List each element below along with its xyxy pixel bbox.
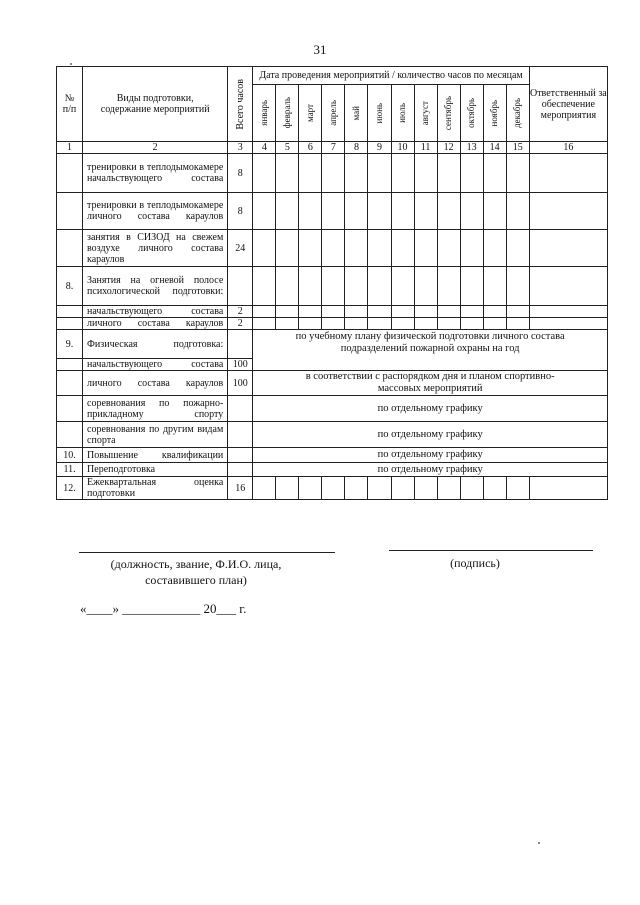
month-cell	[345, 193, 368, 230]
header-training-types: Виды подготовки, содержание мероприятий	[83, 67, 228, 142]
table-row	[57, 154, 608, 193]
scan-dot	[538, 842, 540, 844]
month-cell	[368, 306, 391, 318]
column-number: 2	[83, 142, 228, 154]
month-cell	[299, 230, 322, 267]
row-number	[57, 230, 83, 267]
row-schedule-note: по учебному плану физической подготовки личного состава подразделений пожарной охраны на год	[253, 330, 608, 371]
month-cell	[368, 318, 391, 330]
month-cell	[276, 193, 299, 230]
row-training-type: Занятия на огневой полосе психологической подготовки:	[83, 267, 228, 306]
month-cell	[437, 306, 460, 318]
month-cell	[391, 318, 414, 330]
month-cell	[460, 230, 483, 267]
month-cell	[345, 230, 368, 267]
row-total-hours: 100	[228, 371, 253, 396]
month-cell	[483, 193, 506, 230]
month-cell	[299, 193, 322, 230]
month-cell	[391, 193, 414, 230]
month-cell	[368, 267, 391, 306]
column-number: 10	[391, 142, 414, 154]
row-schedule-note: по отдельному графику	[253, 396, 608, 422]
month-cell	[460, 267, 483, 306]
row-total-hours: 16	[228, 477, 253, 500]
row-total-hours: 2	[228, 306, 253, 318]
column-number: 16	[529, 142, 607, 154]
month-cell	[483, 230, 506, 267]
month-cell	[322, 267, 345, 306]
month-cell	[391, 154, 414, 193]
month-cell	[368, 193, 391, 230]
row-training-type: Повышение квалификации	[83, 448, 228, 463]
row-responsible	[529, 230, 607, 267]
position-caption: (должность, звание, Ф.И.О. лица, составившего план)	[110, 557, 282, 587]
row-responsible	[529, 318, 607, 330]
month-cell	[506, 318, 529, 330]
month-cell	[322, 477, 345, 500]
month-cell	[437, 477, 460, 500]
row-total-hours: 2	[228, 318, 253, 330]
header-month-8: август	[414, 85, 437, 142]
row-total-hours: 100	[228, 359, 253, 371]
column-number: 7	[322, 142, 345, 154]
month-cell	[299, 154, 322, 193]
month-cell	[299, 477, 322, 500]
month-cell	[483, 306, 506, 318]
row-training-type: Переподготовка	[83, 463, 228, 477]
header-month-4: апрель	[322, 85, 345, 142]
month-cell	[276, 230, 299, 267]
row-schedule-note: по отдельному графику	[253, 422, 608, 448]
month-cell	[345, 318, 368, 330]
header-month-11: ноябрь	[483, 85, 506, 142]
month-cell	[322, 230, 345, 267]
row-number	[57, 193, 83, 230]
month-cell	[506, 477, 529, 500]
row-number: 11.	[57, 463, 83, 477]
month-cell	[414, 193, 437, 230]
month-cell	[253, 306, 276, 318]
table-row	[57, 422, 608, 448]
row-responsible	[529, 154, 607, 193]
month-cell	[368, 154, 391, 193]
row-number: 8.	[57, 267, 83, 306]
column-number: 12	[437, 142, 460, 154]
column-number: 8	[345, 142, 368, 154]
row-training-type: Физическая подготовка:	[83, 330, 228, 359]
month-cell	[345, 267, 368, 306]
month-cell	[345, 306, 368, 318]
row-number	[57, 371, 83, 396]
month-cell	[253, 318, 276, 330]
table-row	[57, 396, 608, 422]
month-cell	[253, 477, 276, 500]
row-training-type: занятия в СИЗОД на свежем воздухе личного состава караулов	[83, 230, 228, 267]
month-cell	[345, 477, 368, 500]
column-number: 14	[483, 142, 506, 154]
month-cell	[322, 318, 345, 330]
month-cell	[414, 267, 437, 306]
row-total-hours	[228, 448, 253, 463]
month-cell	[483, 267, 506, 306]
row-training-type: личного состава караулов	[83, 318, 228, 330]
month-cell	[437, 230, 460, 267]
header-total-hours: Всего часов	[228, 67, 253, 142]
month-cell	[253, 154, 276, 193]
row-total-hours	[228, 267, 253, 306]
table-row	[57, 371, 608, 396]
header-responsible: Ответственный за обеспечение мероприятия	[529, 67, 607, 142]
row-number: 12.	[57, 477, 83, 500]
month-cell	[345, 154, 368, 193]
column-number: 1	[57, 142, 83, 154]
header-number: № п/п	[57, 67, 83, 142]
row-number	[57, 306, 83, 318]
row-schedule-note: по отдельному графику	[253, 448, 608, 463]
column-number: 6	[299, 142, 322, 154]
row-total-hours: 8	[228, 154, 253, 193]
month-cell	[506, 267, 529, 306]
header-month-5: май	[345, 85, 368, 142]
month-cell	[437, 267, 460, 306]
row-number: 10.	[57, 448, 83, 463]
month-cell	[391, 477, 414, 500]
month-cell	[414, 154, 437, 193]
month-cell	[299, 306, 322, 318]
month-cell	[437, 318, 460, 330]
header-month-12: декабрь	[506, 85, 529, 142]
row-total-hours	[228, 422, 253, 448]
row-total-hours	[228, 463, 253, 477]
table-row	[57, 193, 608, 230]
date-line: «____» ____________ 20___ г.	[80, 601, 247, 616]
month-cell	[414, 477, 437, 500]
column-number: 11	[414, 142, 437, 154]
month-cell	[437, 154, 460, 193]
column-number: 3	[228, 142, 253, 154]
column-number: 13	[460, 142, 483, 154]
training-plan-table	[56, 66, 608, 500]
row-training-type: тренировки в теплодымокамере начальствующего состава	[83, 154, 228, 193]
month-cell	[460, 154, 483, 193]
month-cell	[506, 154, 529, 193]
table-row	[57, 230, 608, 267]
table-row	[57, 448, 608, 463]
month-cell	[299, 318, 322, 330]
position-signature-line	[79, 552, 335, 553]
month-cell	[483, 477, 506, 500]
row-training-type: соревнования по другим видам спорта	[83, 422, 228, 448]
month-cell	[506, 193, 529, 230]
month-cell	[276, 477, 299, 500]
table-row	[57, 477, 608, 500]
row-total-hours	[228, 396, 253, 422]
month-cell	[276, 306, 299, 318]
month-cell	[414, 230, 437, 267]
column-number: 5	[276, 142, 299, 154]
header-month-10: октябрь	[460, 85, 483, 142]
row-responsible	[529, 193, 607, 230]
header-month-3: март	[299, 85, 322, 142]
month-cell	[276, 267, 299, 306]
column-number: 15	[506, 142, 529, 154]
row-responsible	[529, 477, 607, 500]
table-row	[57, 267, 608, 306]
month-cell	[483, 154, 506, 193]
table-row	[57, 306, 608, 318]
month-cell	[253, 193, 276, 230]
month-cell	[506, 230, 529, 267]
month-cell	[253, 267, 276, 306]
row-training-type: начальствующего состава	[83, 359, 228, 371]
month-cell	[368, 230, 391, 267]
month-cell	[414, 318, 437, 330]
month-cell	[460, 318, 483, 330]
row-number	[57, 154, 83, 193]
column-number: 4	[253, 142, 276, 154]
month-cell	[460, 193, 483, 230]
row-schedule-note: по отдельному графику	[253, 463, 608, 477]
month-cell	[460, 477, 483, 500]
month-cell	[483, 318, 506, 330]
signature-caption: (подпись)	[450, 556, 500, 570]
row-number	[57, 422, 83, 448]
header-month-1: январь	[253, 85, 276, 142]
table-row	[57, 318, 608, 330]
month-cell	[322, 306, 345, 318]
month-cell	[506, 306, 529, 318]
row-total-hours: 24	[228, 230, 253, 267]
row-number	[57, 359, 83, 371]
header-month-9: сентябрь	[437, 85, 460, 142]
month-cell	[391, 267, 414, 306]
row-total-hours	[228, 330, 253, 359]
header-month-2: февраль	[276, 85, 299, 142]
header-month-7: июль	[391, 85, 414, 142]
month-cell	[276, 318, 299, 330]
month-cell	[322, 154, 345, 193]
month-cell	[460, 306, 483, 318]
row-training-type: начальствующего состава	[83, 306, 228, 318]
row-number	[57, 396, 83, 422]
row-training-type: соревнования по пожарно-прикладному спорту	[83, 396, 228, 422]
row-responsible	[529, 267, 607, 306]
month-cell	[299, 267, 322, 306]
month-cell	[253, 230, 276, 267]
row-total-hours: 8	[228, 193, 253, 230]
month-cell	[391, 306, 414, 318]
scan-dot	[70, 63, 72, 65]
month-cell	[391, 230, 414, 267]
header-month-6: июнь	[368, 85, 391, 142]
signature-line	[389, 550, 593, 551]
column-number: 9	[368, 142, 391, 154]
table-row	[57, 330, 608, 359]
row-training-type: тренировки в теплодымокамере личного состава караулов	[83, 193, 228, 230]
month-cell	[322, 193, 345, 230]
page-number: 31	[313, 42, 327, 57]
table-row	[57, 463, 608, 477]
month-cell	[437, 193, 460, 230]
row-responsible	[529, 306, 607, 318]
row-training-type: личного состава караулов	[83, 371, 228, 396]
row-schedule-note: в соответствии с распорядком дня и планом спортивно-массовых мероприятий	[253, 371, 608, 396]
month-cell	[276, 154, 299, 193]
month-cell	[368, 477, 391, 500]
row-number	[57, 318, 83, 330]
row-number: 9.	[57, 330, 83, 359]
month-cell	[414, 306, 437, 318]
header-date-group: Дата проведения мероприятий / количество часов по месяцам	[253, 67, 529, 85]
row-training-type: Ежеквартальная оценка подготовки	[83, 477, 228, 500]
